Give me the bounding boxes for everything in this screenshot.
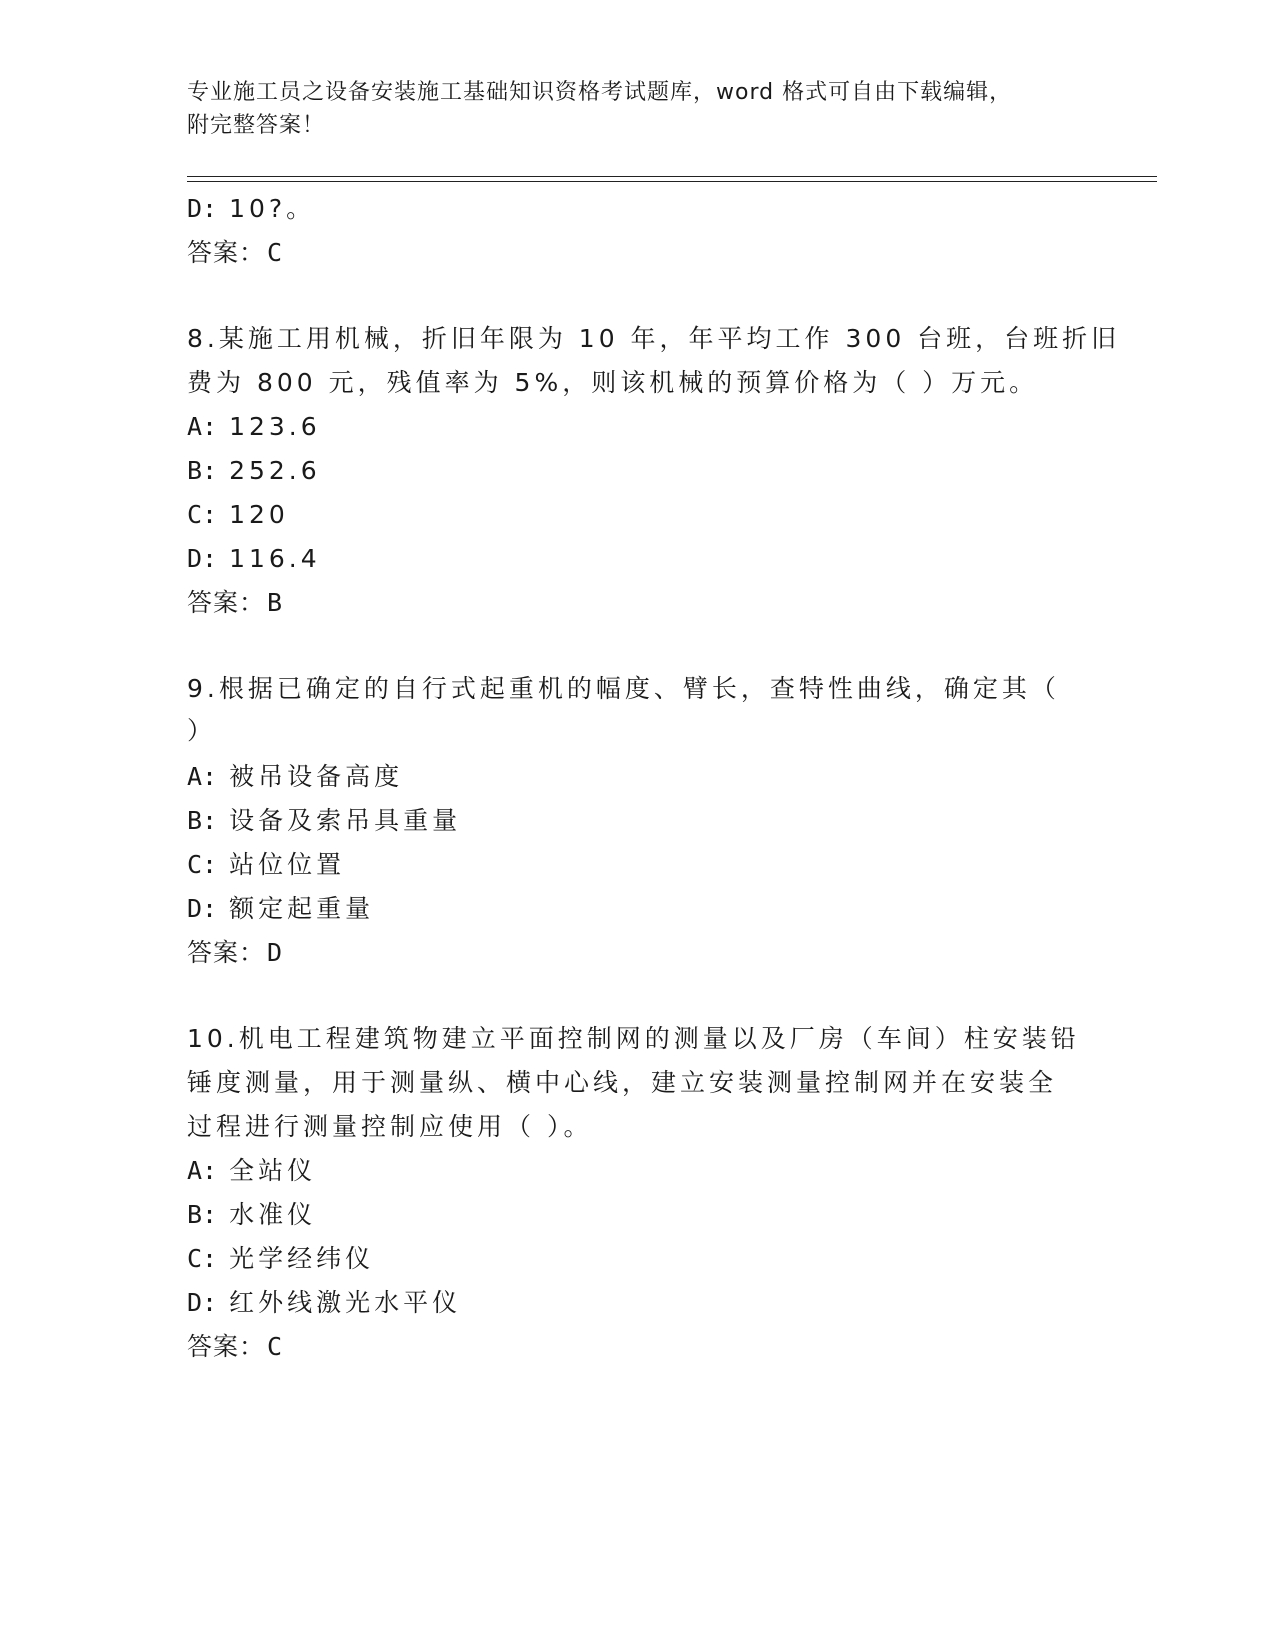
option-text: 被吊设备高度 xyxy=(229,762,404,791)
q10-option-b xyxy=(187,1198,316,1232)
q10-stem-line-2: 锤度测量，用于测量纵、横中心线，建立安装测量控制网并在安装全 xyxy=(187,1068,1058,1097)
option-letter: B: xyxy=(187,806,218,835)
option-letter: A: xyxy=(187,762,218,791)
option-text: 252.6 xyxy=(229,456,321,485)
option-text: 116.4 xyxy=(229,544,321,573)
q9-answer xyxy=(187,936,283,970)
option-text: 10?。 xyxy=(229,194,316,223)
header-divider-bottom xyxy=(187,181,1157,182)
answer-value: B xyxy=(267,588,284,617)
answer-label: 答案： xyxy=(187,588,266,617)
q9-option-b xyxy=(187,804,461,838)
q9-stem-line-1: 9.根据已确定的自行式起重机的幅度、臂长，查特性曲线，确定其（ xyxy=(187,674,1060,703)
q8-option-b xyxy=(187,454,321,488)
answer-value: C xyxy=(267,1332,284,1361)
q10-stem-line-1: 10.机电工程建筑物建立平面控制网的测量以及厂房（车间）柱安装铅 xyxy=(187,1024,1080,1053)
option-text: 光学经纬仪 xyxy=(229,1244,375,1273)
option-text: 设备及索吊具重量 xyxy=(229,806,462,835)
option-text: 水准仪 xyxy=(229,1200,317,1229)
answer-label: 答案： xyxy=(187,938,266,967)
option-text: 额定起重量 xyxy=(229,894,375,923)
option-text: 120 xyxy=(229,500,289,529)
option-letter: D: xyxy=(187,544,218,573)
option-letter: D: xyxy=(187,1288,218,1317)
option-letter: C: xyxy=(187,500,218,529)
q10-option-c xyxy=(187,1242,374,1276)
option-letter: B: xyxy=(187,456,218,485)
option-letter: B: xyxy=(187,1200,218,1229)
option-text: 站位位置 xyxy=(229,850,346,879)
q9-option-a xyxy=(187,760,403,794)
option-letter: A: xyxy=(187,412,218,441)
prev-answer xyxy=(187,236,283,270)
option-text: 红外线激光水平仪 xyxy=(229,1288,462,1317)
q8-stem-line-1: 8.某施工用机械，折旧年限为 10 年，年平均工作 300 台班，台班折旧 xyxy=(187,324,1121,353)
answer-label: 答案： xyxy=(187,238,266,267)
option-letter: D: xyxy=(187,894,218,923)
q9-stem-line-2: ） xyxy=(187,716,217,745)
option-letter: C: xyxy=(187,1244,218,1273)
header-line-2: 附完整答案！ xyxy=(187,113,326,138)
q10-option-d xyxy=(187,1286,461,1320)
option-letter: C: xyxy=(187,850,218,879)
q8-option-d xyxy=(187,542,321,576)
option-letter: A: xyxy=(187,1156,218,1185)
answer-value: D xyxy=(267,938,284,967)
q8-stem-line-2: 费为 800 元，残值率为 5%，则该机械的预算价格为（ ）万元。 xyxy=(187,368,1039,397)
q8-option-a xyxy=(187,410,321,444)
option-letter: D: xyxy=(187,194,218,223)
prev-option-d xyxy=(187,192,315,226)
q10-answer xyxy=(187,1330,283,1364)
q9-option-d xyxy=(187,892,374,926)
q10-stem-line-3: 过程进行测量控制应使用（ ）。 xyxy=(187,1112,593,1141)
header-divider-top xyxy=(187,176,1157,177)
answer-value: C xyxy=(267,238,284,267)
q10-option-a xyxy=(187,1154,316,1188)
answer-label: 答案： xyxy=(187,1332,266,1361)
option-text: 全站仪 xyxy=(229,1156,317,1185)
q9-option-c xyxy=(187,848,345,882)
header-line-1: 专业施工员之设备安装施工基础知识资格考试题库，word 格式可自由下载编辑， xyxy=(187,80,1013,105)
option-text: 123.6 xyxy=(229,412,321,441)
q8-answer xyxy=(187,586,283,620)
q8-option-c xyxy=(187,498,289,532)
document-header xyxy=(187,76,1067,142)
